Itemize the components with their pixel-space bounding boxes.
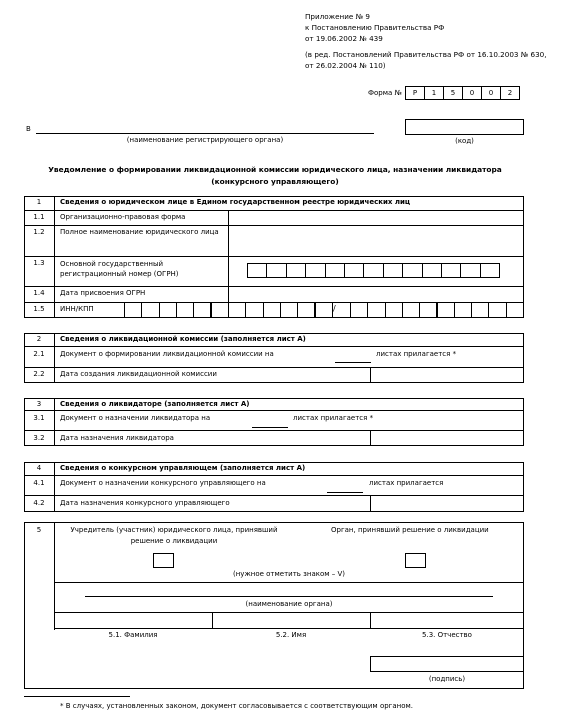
- mark-caption: (нужное отметить знаком – V): [233, 570, 345, 578]
- organ-label: Орган, принявший решение о ликвидации: [331, 526, 489, 534]
- row-3-1-label: Документ о назначении ликвидатора на: [60, 414, 211, 422]
- inn-kpp-digit-cell[interactable]: [315, 302, 333, 318]
- section-3-number: 3: [36, 400, 42, 408]
- ogrn-digit-cell[interactable]: [286, 263, 306, 278]
- form-code-cell: 2: [500, 86, 520, 100]
- ogrn-digit-cell[interactable]: [325, 263, 345, 278]
- patronymic-label: 5.3. Отчество: [422, 631, 472, 639]
- code-box[interactable]: [405, 119, 524, 135]
- footnote-text: * В случаях, установленных законом, документ согласовывается с соответствующим органом.: [60, 702, 414, 710]
- inn-kpp-digit-cell[interactable]: [159, 302, 177, 318]
- inn-kpp-digit-cell[interactable]: [437, 302, 455, 318]
- inn-kpp-digit-cell[interactable]: [141, 302, 159, 318]
- inn-kpp-digit-cell[interactable]: [367, 302, 385, 318]
- org-line[interactable]: [36, 133, 374, 134]
- ogrn-digit-cell[interactable]: [441, 263, 461, 278]
- ogrn-digit-cell[interactable]: [305, 263, 325, 278]
- row-2-2-number: 2.2: [33, 370, 45, 378]
- row-3-1-number: 3.1: [33, 414, 45, 422]
- row-1-3-number: 1.3: [33, 259, 45, 267]
- ogrn-digit-cell[interactable]: [402, 263, 422, 278]
- ogrn-digit-cell[interactable]: [460, 263, 480, 278]
- inn-kpp-digit-cell[interactable]: [350, 302, 368, 318]
- surname-label: 5.1. Фамилия: [108, 631, 158, 639]
- inn-kpp-digit-cell[interactable]: [211, 302, 229, 318]
- inn-kpp-digit-cell[interactable]: [124, 302, 142, 318]
- inn-kpp-digit-cell[interactable]: [263, 302, 281, 318]
- section-1-number: 1: [36, 198, 42, 206]
- form-code-cell: 1: [424, 86, 444, 100]
- form-code-cell: 5: [443, 86, 463, 100]
- org-caption: (наименование регистрирующего органа): [126, 136, 284, 144]
- ogrn-digit-cell[interactable]: [480, 263, 500, 278]
- row-3-1-pages-field[interactable]: [252, 427, 288, 428]
- appendix-line-1: Приложение № 9: [305, 12, 370, 21]
- organ-name-line[interactable]: [85, 596, 493, 597]
- row-4-1-number: 4.1: [33, 479, 45, 487]
- row-2-1-pages-field[interactable]: [335, 362, 371, 363]
- section-3-heading: Сведения о ликвидаторе (заполняется лист А): [60, 400, 250, 408]
- row-1-4-number: 1.4: [33, 289, 45, 297]
- first-name-label: 5.2. Имя: [275, 631, 307, 639]
- form-code-cell: 0: [462, 86, 482, 100]
- row-1-4-label: Дата присвоения ОГРН: [60, 289, 146, 297]
- row-1-2-number: 1.2: [33, 228, 45, 236]
- founder-checkbox[interactable]: [153, 553, 174, 568]
- founder-label-line-2: решение о ликвидации: [130, 537, 218, 545]
- signature-box[interactable]: [370, 656, 524, 672]
- inn-kpp-slash: /: [333, 304, 336, 313]
- signature-caption: (подпись): [428, 675, 466, 683]
- ogrn-digit-cell[interactable]: [266, 263, 286, 278]
- organ-name-caption: (наименование органа): [245, 600, 333, 608]
- document-title: Уведомление о формировании ликвидационной комиссии юридического лица, назначении ликвидатора (конкурсного управляющего): [48, 165, 502, 186]
- row-2-1-number: 2.1: [33, 350, 45, 358]
- inn-kpp-digit-cell[interactable]: [506, 302, 524, 318]
- row-2-1-suffix: листах прилагается *: [376, 350, 457, 358]
- section-1-heading: Сведения о юридическом лице в Едином государственном реестре юридических лиц: [60, 198, 411, 206]
- inn-kpp-digit-cell[interactable]: [471, 302, 489, 318]
- inn-kpp-digit-cell[interactable]: [228, 302, 246, 318]
- inn-kpp-digit-cell[interactable]: [454, 302, 472, 318]
- form-code-cell: 0: [481, 86, 501, 100]
- form-label: Форма №: [368, 89, 402, 97]
- row-1-5-label: ИНН/КПП: [60, 305, 94, 313]
- row-4-1-suffix: листах прилагается: [369, 479, 444, 487]
- appendix-line-2: к Постановлению Правительства РФ: [305, 23, 445, 32]
- row-4-2-label: Дата назначения конкурсного управляющего: [60, 499, 230, 507]
- founder-label-line-1: Учредитель (участник) юридического лица, принявший: [70, 526, 278, 534]
- ogrn-digit-cell[interactable]: [363, 263, 383, 278]
- row-1-1-number: 1.1: [33, 213, 45, 221]
- row-1-2-label: Полное наименование юридического лица: [60, 228, 219, 236]
- section-5-number: 5: [36, 526, 42, 534]
- row-1-1-label: Организационно-правовая форма: [60, 213, 186, 221]
- appendix-line-5: от 26.02.2004 № 110): [305, 61, 386, 70]
- inn-kpp-digit-cell[interactable]: [297, 302, 315, 318]
- row-3-1-suffix: листах прилагается *: [293, 414, 374, 422]
- footnote-separator: [24, 696, 130, 697]
- inn-kpp-digit-cell[interactable]: [419, 302, 437, 318]
- appendix-line-4: (в ред. Постановлений Правительства РФ от 16.10.2003 № 630,: [305, 50, 547, 59]
- organ-checkbox[interactable]: [405, 553, 426, 568]
- inn-kpp-digit-cell[interactable]: [176, 302, 194, 318]
- row-1-3-label: Основной государственный регистрационный номер (ОГРН): [60, 260, 179, 278]
- form-code-cell: Р: [405, 86, 425, 100]
- row-3-2-number: 3.2: [33, 434, 45, 442]
- ogrn-digit-cell[interactable]: [247, 263, 267, 278]
- row-1-5-number: 1.5: [33, 305, 45, 313]
- row-4-1-label: Документ о назначении конкурсного управляющего на: [60, 479, 266, 487]
- section-4-number: 4: [36, 464, 42, 472]
- section-2-heading: Сведения о ликвидационной комиссии (заполняется лист А): [60, 335, 306, 343]
- inn-kpp-digit-cell[interactable]: [245, 302, 263, 318]
- inn-kpp-digit-cell[interactable]: [280, 302, 298, 318]
- row-4-2-number: 4.2: [33, 499, 45, 507]
- ogrn-digit-cell[interactable]: [383, 263, 403, 278]
- row-2-2-label: Дата создания ликвидационной комиссии: [60, 370, 217, 378]
- row-4-1-pages-field[interactable]: [327, 492, 363, 493]
- ogrn-digit-cell[interactable]: [422, 263, 442, 278]
- section-2-number: 2: [36, 335, 42, 343]
- inn-kpp-digit-cell[interactable]: [385, 302, 403, 318]
- appendix-line-3: от 19.06.2002 № 439: [305, 34, 383, 43]
- to-prefix: В: [26, 125, 31, 133]
- row-2-1-label: Документ о формировании ликвидационной комиссии на: [60, 350, 274, 358]
- section-4-heading: Сведения о конкурсном управляющем (заполняется лист А): [60, 464, 306, 472]
- inn-kpp-digit-cell[interactable]: [488, 302, 506, 318]
- inn-kpp-digit-cell[interactable]: [402, 302, 420, 318]
- ogrn-digit-cell[interactable]: [344, 263, 364, 278]
- code-caption: (код): [455, 137, 474, 145]
- row-3-2-label: Дата назначения ликвидатора: [60, 434, 174, 442]
- inn-kpp-digit-cell[interactable]: [193, 302, 211, 318]
